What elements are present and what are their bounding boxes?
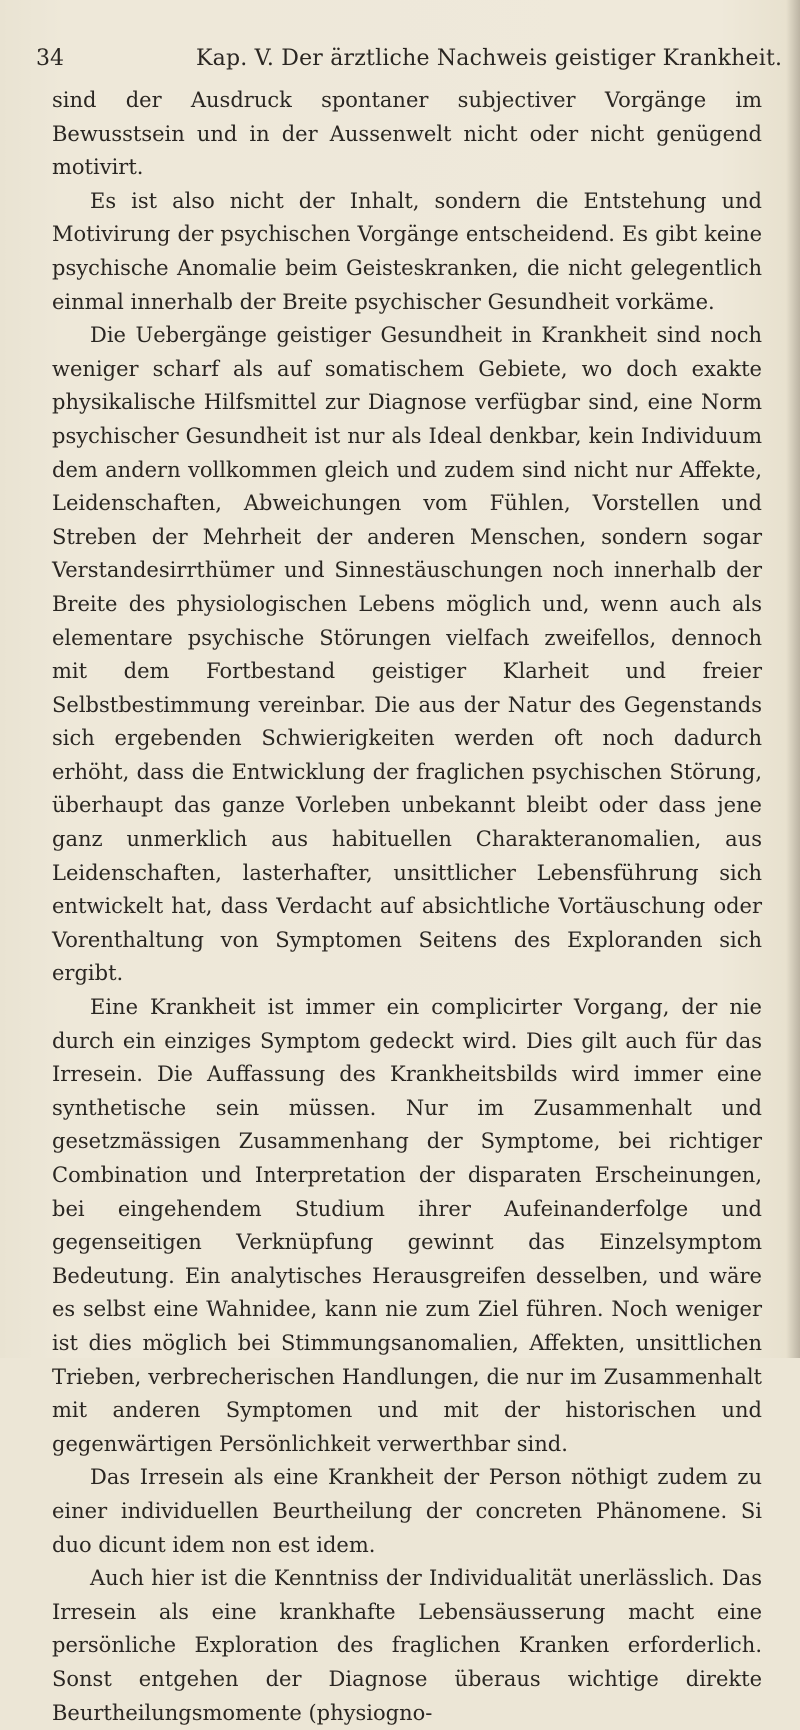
paragraph: sind der Ausdruck spontaner subjectiver Vorgänge im Bewusstsein und in der Aussenwelt nicht oder nicht genügend motivirt. [52, 88, 762, 180]
paragraph: Eine Krankheit ist immer ein complicirter Vorgang, der nie durch ein einziges Symptom gedeckt wird. Dies gilt auch für das Irresein. Die Auffassung des Krankheitsbilds wird immer eine synthetische sein müssen. Nur im Zusammenhalt und gesetzmässigen Zusammenhang der Symptome, bei richtiger Combination und Interpretation der disparaten Erscheinungen, bei eingehendem Studium ihrer Aufeinanderfolge und gegenseitigen Verknüpfung gewinnt das Einzelsymptom Bedeutung. Ein analytisches Herausgreifen desselben, und wäre es selbst eine Wahnidee, kann nie zum Ziel führen. Noch weniger ist dies möglich bei Stimmungsanomalien, Affekten, unsittlichen Trieben, verbrecherischen Handlungen, die nur im Zusammenhalt mit anderen Symptomen und mit der historischen und gegenwärtigen Persönlichkeit verwerthbar sind. [52, 995, 762, 1456]
page-header [36, 44, 783, 74]
running-head: Kap. V. Der ärztliche Nachweis geistiger Krankheit. [196, 46, 783, 71]
paragraph: Es ist also nicht der Inhalt, sondern die Entstehung und Motivirung der psychischen Vorgänge entscheidend. Es gibt keine psychische Anomalie beim Geisteskranken, die nicht gelegentlich einmal innerhalb der Breite psychischer Gesundheit vorkäme. [52, 188, 762, 314]
paragraph: Das Irresein als eine Krankheit der Person nöthigt zudem zu einer individuellen Beurtheilung der concreten Phänomene. Si duo dicunt idem non est idem. [52, 1465, 762, 1557]
paragraph: Die Uebergänge geistiger Gesundheit in Krankheit sind noch weniger scharf als auf somatischem Gebiete, wo doch exakte physikalische Hilfsmittel zur Diagnose verfügbar sind, eine Norm psychischer Gesundheit ist nur als Ideal denkbar, kein Individuum dem andern vollkommen gleich und zudem sind nicht nur Affekte, Leidenschaften, Abweichungen vom Fühlen, Vorstellen und Streben der Mehrheit der anderen Menschen, sondern sogar Verstandesirrthümer und Sinnestäuschungen noch innerhalb der Breite des physiologischen Lebens möglich und, wenn auch als elementare psychische Störungen vielfach zweifellos, dennoch mit dem Fortbestand geistiger Klarheit und freier Selbstbestimmung vereinbar. Die aus der Natur des Gegenstands sich ergebenden Schwierigkeiten werden oft noch dadurch erhöht, dass die Entwicklung der fraglichen psychischen Störung, überhaupt das ganze Vorleben unbekannt bleibt oder dass jene ganz unmerklich aus habituellen Charakteranomalien, aus Leidenschaften, lasterhafter, unsittlicher Lebensführung sich entwickelt hat, dass Verdacht auf absichtliche Vortäuschung oder Vorenthaltung von Symptomen Seitens des Exploranden sich ergibt. [52, 323, 762, 986]
page-number: 34 [36, 46, 64, 71]
page-edge-shadow [786, 0, 800, 1358]
paragraph: Auch hier ist die Kenntniss der Individualität unerlässlich. Das Irresein als eine krankhafte Lebensäusserung macht eine persönliche Exploration des fraglichen Kranken erforderlich. Sonst entgehen der Diagnose überaus wichtige direkte Beurtheilungsmomente (physiogno- [52, 1566, 762, 1725]
body-text [52, 84, 762, 1730]
